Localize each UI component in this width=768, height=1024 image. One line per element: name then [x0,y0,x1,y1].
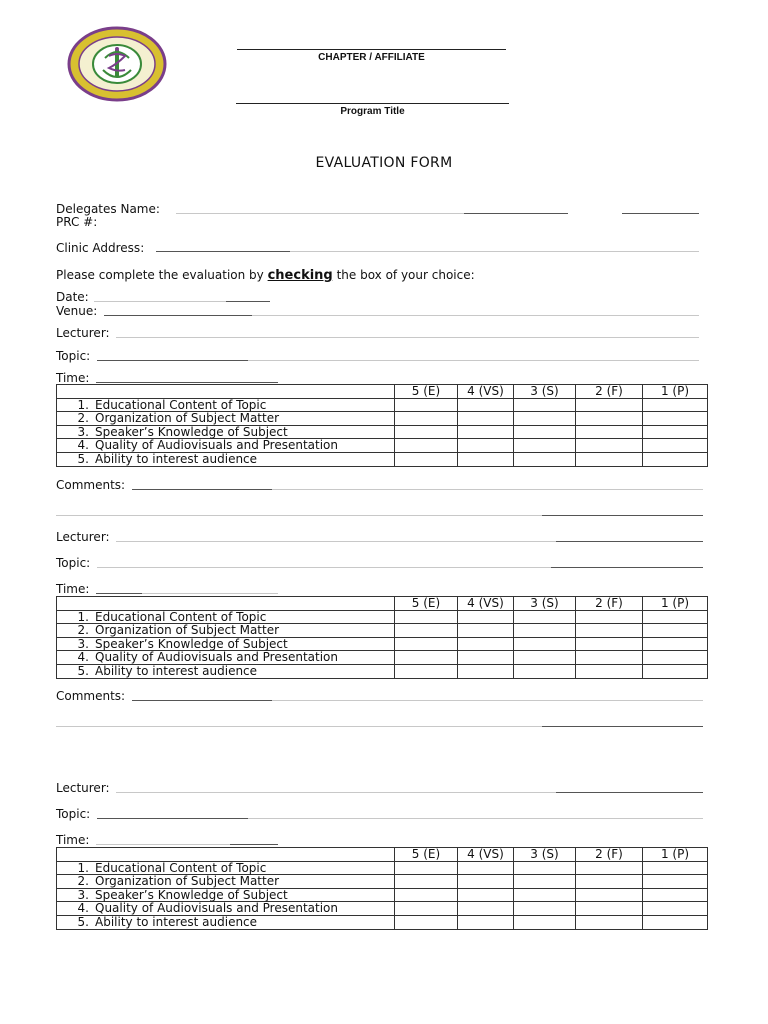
clinic-address-label: Clinic Address: [56,241,145,255]
topic-field-1[interactable] [97,360,248,361]
form-title: EVALUATION FORM [315,155,453,171]
table-row [57,915,708,929]
rating-checkbox[interactable] [458,915,514,929]
rating-checkbox[interactable] [395,610,458,624]
rating-checkbox[interactable] [395,902,458,916]
table-row [57,439,708,453]
instruction-emphasis: checking [267,268,333,283]
criterion-label: 4. Quality of Audiovisuals and Presentation [57,902,395,916]
rating-checkbox[interactable] [395,624,458,638]
time-label-2: Time: [56,582,90,596]
rating-checkbox[interactable] [514,425,576,439]
delegate-name-field[interactable] [176,213,464,214]
rating-checkbox[interactable] [395,637,458,651]
rating-checkbox[interactable] [458,875,514,889]
instruction-text: Please complete the evaluation by checking the box of your choice: [56,268,475,283]
rating-header: 3 (S) [514,385,576,399]
criterion-label: 2. Organization of Subject Matter [57,624,395,638]
rating-header: 1 (P) [643,848,708,862]
rating-checkbox[interactable] [514,888,576,902]
rating-checkbox[interactable] [643,412,708,426]
table-row [57,875,708,889]
rating-checkbox[interactable] [458,452,514,466]
rating-checkbox[interactable] [643,439,708,453]
rating-checkbox[interactable] [395,915,458,929]
table-row [57,888,708,902]
comments-field-1[interactable] [132,489,272,490]
comments-field-2[interactable] [132,700,272,701]
rating-checkbox[interactable] [576,861,643,875]
rating-checkbox[interactable] [514,398,576,412]
criterion-label: 2. Organization of Subject Matter [57,875,395,889]
rating-checkbox[interactable] [576,888,643,902]
rating-checkbox[interactable] [643,915,708,929]
rating-checkbox[interactable] [576,412,643,426]
table-row [57,902,708,916]
chapter-affiliate-label: CHAPTER / AFFILIATE [318,52,425,63]
criterion-label: 3. Speaker’s Knowledge of Subject [57,888,395,902]
rating-header-row [57,848,708,862]
rating-checkbox[interactable] [576,902,643,916]
date-label: Date: [56,290,89,304]
rating-checkbox[interactable] [514,861,576,875]
rating-checkbox[interactable] [458,861,514,875]
lecturer-label-3: Lecturer: [56,781,110,795]
rating-header: 5 (E) [395,848,458,862]
table-row [57,637,708,651]
rating-checkbox[interactable] [514,875,576,889]
rating-checkbox[interactable] [514,915,576,929]
rating-header: 4 (VS) [458,597,514,611]
table-row [57,412,708,426]
rating-checkbox[interactable] [395,412,458,426]
rating-checkbox[interactable] [395,398,458,412]
rating-checkbox[interactable] [576,915,643,929]
rating-checkbox[interactable] [458,425,514,439]
rating-header: 5 (E) [395,597,458,611]
rating-header-row [57,385,708,399]
rating-checkbox[interactable] [643,452,708,466]
rating-checkbox[interactable] [643,624,708,638]
rating-header: 3 (S) [514,597,576,611]
date-field[interactable] [94,301,226,302]
association-logo [66,26,168,102]
rating-header: 5 (E) [395,385,458,399]
rating-checkbox[interactable] [643,610,708,624]
time-field-1[interactable] [96,382,278,383]
rating-checkbox[interactable] [643,398,708,412]
rating-header: 1 (P) [643,597,708,611]
rating-header: 2 (F) [576,848,643,862]
table-row [57,651,708,665]
rating-header-row [57,597,708,611]
time-field-2[interactable] [96,593,142,594]
delegate-name-label: Delegates Name: [56,202,160,216]
topic-field-2[interactable] [97,567,551,568]
rating-checkbox[interactable] [458,664,514,678]
rating-checkbox[interactable] [514,610,576,624]
rating-checkbox[interactable] [458,637,514,651]
criterion-label: 4. Quality of Audiovisuals and Presentation [57,439,395,453]
rating-checkbox[interactable] [576,875,643,889]
rating-checkbox[interactable] [576,610,643,624]
time-label-3: Time: [56,833,90,847]
rating-checkbox[interactable] [576,664,643,678]
rating-header: 3 (S) [514,848,576,862]
topic-label-3: Topic: [56,807,91,821]
table-row [57,452,708,466]
time-label-1: Time: [56,371,90,385]
criterion-label: 1. Educational Content of Topic [57,861,395,875]
rating-table-3 [56,847,708,930]
rating-checkbox[interactable] [576,624,643,638]
rating-checkbox[interactable] [395,664,458,678]
topic-label-2: Topic: [56,556,91,570]
criterion-label: 1. Educational Content of Topic [57,610,395,624]
rating-checkbox[interactable] [643,875,708,889]
rating-checkbox[interactable] [395,651,458,665]
rating-checkbox[interactable] [514,637,576,651]
criterion-label: 1. Educational Content of Topic [57,398,395,412]
clinic-address-field[interactable] [156,251,290,252]
rating-checkbox[interactable] [576,637,643,651]
rating-checkbox[interactable] [458,624,514,638]
rating-checkbox[interactable] [458,888,514,902]
rating-checkbox[interactable] [514,452,576,466]
table-row [57,398,708,412]
rating-checkbox[interactable] [643,861,708,875]
rating-checkbox[interactable] [395,452,458,466]
rating-header: 1 (P) [643,385,708,399]
rating-checkbox[interactable] [643,651,708,665]
criterion-label: 3. Speaker’s Knowledge of Subject [57,637,395,651]
rating-checkbox[interactable] [395,861,458,875]
lecturer-label-2: Lecturer: [56,530,110,544]
venue-field[interactable] [104,315,252,316]
criterion-label: 3. Speaker’s Knowledge of Subject [57,425,395,439]
rating-checkbox[interactable] [514,664,576,678]
rating-checkbox[interactable] [576,398,643,412]
rating-checkbox[interactable] [458,902,514,916]
rating-checkbox[interactable] [576,425,643,439]
rating-checkbox[interactable] [643,888,708,902]
topic-field-3[interactable] [97,818,248,819]
rating-checkbox[interactable] [576,651,643,665]
criterion-label: 5. Ability to interest audience [57,915,395,929]
rating-checkbox[interactable] [458,651,514,665]
rating-checkbox[interactable] [576,452,643,466]
topic-label-1: Topic: [56,349,91,363]
lecturer-field-2[interactable] [116,541,556,542]
rating-checkbox[interactable] [514,439,576,453]
program-title-label: Program Title [340,106,405,117]
table-row [57,610,708,624]
rating-checkbox[interactable] [395,439,458,453]
comments-label-1: Comments: [56,478,126,492]
rating-checkbox[interactable] [643,902,708,916]
table-row [57,664,708,678]
criterion-label: 4. Quality of Audiovisuals and Presentation [57,651,395,665]
time-field-3[interactable] [96,844,230,845]
rating-header: 2 (F) [576,385,643,399]
lecturer-field-3[interactable] [116,792,556,793]
table-row [57,425,708,439]
rating-table-1 [56,384,708,467]
table-row [57,861,708,875]
rating-checkbox[interactable] [458,412,514,426]
rating-checkbox[interactable] [643,637,708,651]
lecturer-label-1: Lecturer: [56,326,110,340]
rating-checkbox[interactable] [458,439,514,453]
criterion-label: 5. Ability to interest audience [57,664,395,678]
criterion-label: 2. Organization of Subject Matter [57,412,395,426]
rating-checkbox[interactable] [514,412,576,426]
rating-checkbox[interactable] [643,664,708,678]
rating-checkbox[interactable] [395,888,458,902]
rating-checkbox[interactable] [395,425,458,439]
rating-checkbox[interactable] [514,624,576,638]
criterion-label: 5. Ability to interest audience [57,452,395,466]
rating-header: 4 (VS) [458,848,514,862]
rating-checkbox[interactable] [514,902,576,916]
table-row [57,624,708,638]
rating-checkbox[interactable] [458,398,514,412]
rating-checkbox[interactable] [576,439,643,453]
venue-label: Venue: [56,304,98,318]
rating-table-2 [56,596,708,679]
prc-label: PRC #: [56,215,98,229]
rating-checkbox[interactable] [458,610,514,624]
rating-checkbox[interactable] [395,875,458,889]
rating-checkbox[interactable] [643,425,708,439]
rating-checkbox[interactable] [514,651,576,665]
rating-header: 4 (VS) [458,385,514,399]
comments-label-2: Comments: [56,689,126,703]
rating-header: 2 (F) [576,597,643,611]
lecturer-field-1[interactable] [116,337,699,338]
